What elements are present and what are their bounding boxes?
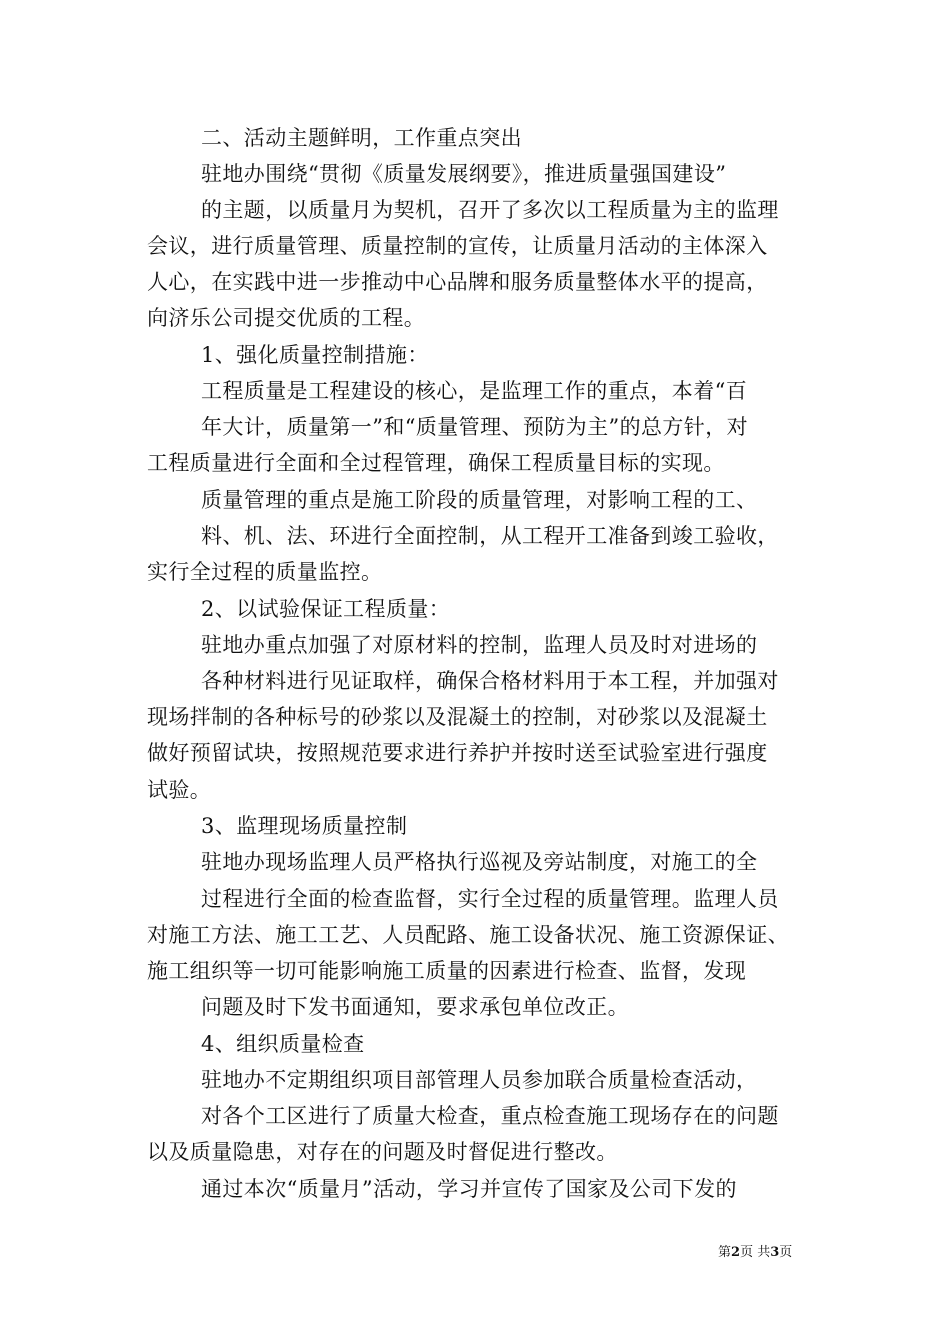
paragraph-line: 驻地办不定期组织项目部管理人员参加联合质量检查活动，	[201, 1068, 758, 1092]
paragraph-line: 的主题，以质量月为契机，召开了多次以工程质量为主的监理	[201, 198, 779, 222]
paragraph-line: 工程质量是工程建设的核心，是监理工作的重点，本着“百	[201, 379, 748, 403]
page-number-footer	[718, 1245, 792, 1261]
paragraph-line: 向济乐公司提交优质的工程。	[147, 306, 426, 330]
paragraph-line: 对各个工区进行了质量大检查，重点检查施工现场存在的问题	[201, 1104, 779, 1128]
paragraph-line: 各种材料进行见证取样，确保合格材料用于本工程，并加强对	[201, 669, 779, 693]
paragraph-line: 施工组织等一切可能影响施工质量的因素进行检查、监督，发现	[147, 959, 747, 983]
paragraph-line: 工程质量进行全面和全过程管理，确保工程质量目标的实现。	[147, 451, 725, 475]
total-page-number: 3	[770, 1245, 780, 1260]
paragraph-line: 实行全过程的质量监控。	[147, 560, 383, 584]
paragraph-line: 问题及时下发书面通知，要求承包单位改正。	[201, 995, 629, 1019]
footer-middle: 页 共	[740, 1245, 771, 1260]
paragraph-line: 驻地办重点加强了对原材料的控制，监理人员及时对进场的	[201, 633, 758, 657]
subsection-heading: 1、强化质量控制措施：	[201, 343, 429, 367]
paragraph-line: 年大计，质量第一”和“质量管理、预防为主”的总方针，对	[201, 415, 749, 439]
paragraph-line: 质量管理的重点是施工阶段的质量管理，对影响工程的工、	[201, 488, 758, 512]
paragraph-line: 料、机、法、环进行全面控制，从工程开工准备到竣工验收，	[201, 524, 779, 548]
subsection-heading: 3、监理现场质量控制	[201, 814, 408, 838]
paragraph-line: 驻地办现场监理人员严格执行巡视及旁站制度，对施工的全	[201, 850, 758, 874]
footer-prefix: 第	[718, 1245, 732, 1260]
paragraph-line: 试验。	[147, 778, 212, 802]
section-heading: 二、活动主题鲜明，工作重点突出	[201, 126, 522, 150]
subsection-heading: 4、组织质量检查	[201, 1032, 365, 1056]
paragraph-line: 会议，进行质量管理、质量控制的宣传，让质量月活动的主体深入	[147, 234, 768, 258]
paragraph-line: 做好预留试块，按照规范要求进行养护并按时送至试验室进行强度	[147, 741, 768, 765]
paragraph-line: 过程进行全面的检查监督，实行全过程的质量管理。监理人员	[201, 887, 779, 911]
current-page-number: 2	[731, 1245, 741, 1260]
paragraph-line: 人心，在实践中进一步推动中心品牌和服务质量整体水平的提高，	[147, 270, 768, 294]
paragraph-line: 现场拌制的各种标号的砂浆以及混凝土的控制，对砂浆以及混凝土	[147, 705, 768, 729]
subsection-heading: 2、以试验保证工程质量：	[201, 597, 451, 621]
footer-suffix: 页	[779, 1245, 793, 1260]
paragraph-line: 对施工方法、施工工艺、人员配路、施工设备状况、施工资源保证、	[147, 923, 789, 947]
paragraph-line: 通过本次“质量月”活动，学习并宣传了国家及公司下发的	[201, 1177, 737, 1201]
paragraph-line: 以及质量隐患，对存在的问题及时督促进行整改。	[147, 1140, 618, 1164]
paragraph-line: 驻地办围绕“贯彻《质量发展纲要》，推进质量强国建设”	[201, 162, 727, 186]
